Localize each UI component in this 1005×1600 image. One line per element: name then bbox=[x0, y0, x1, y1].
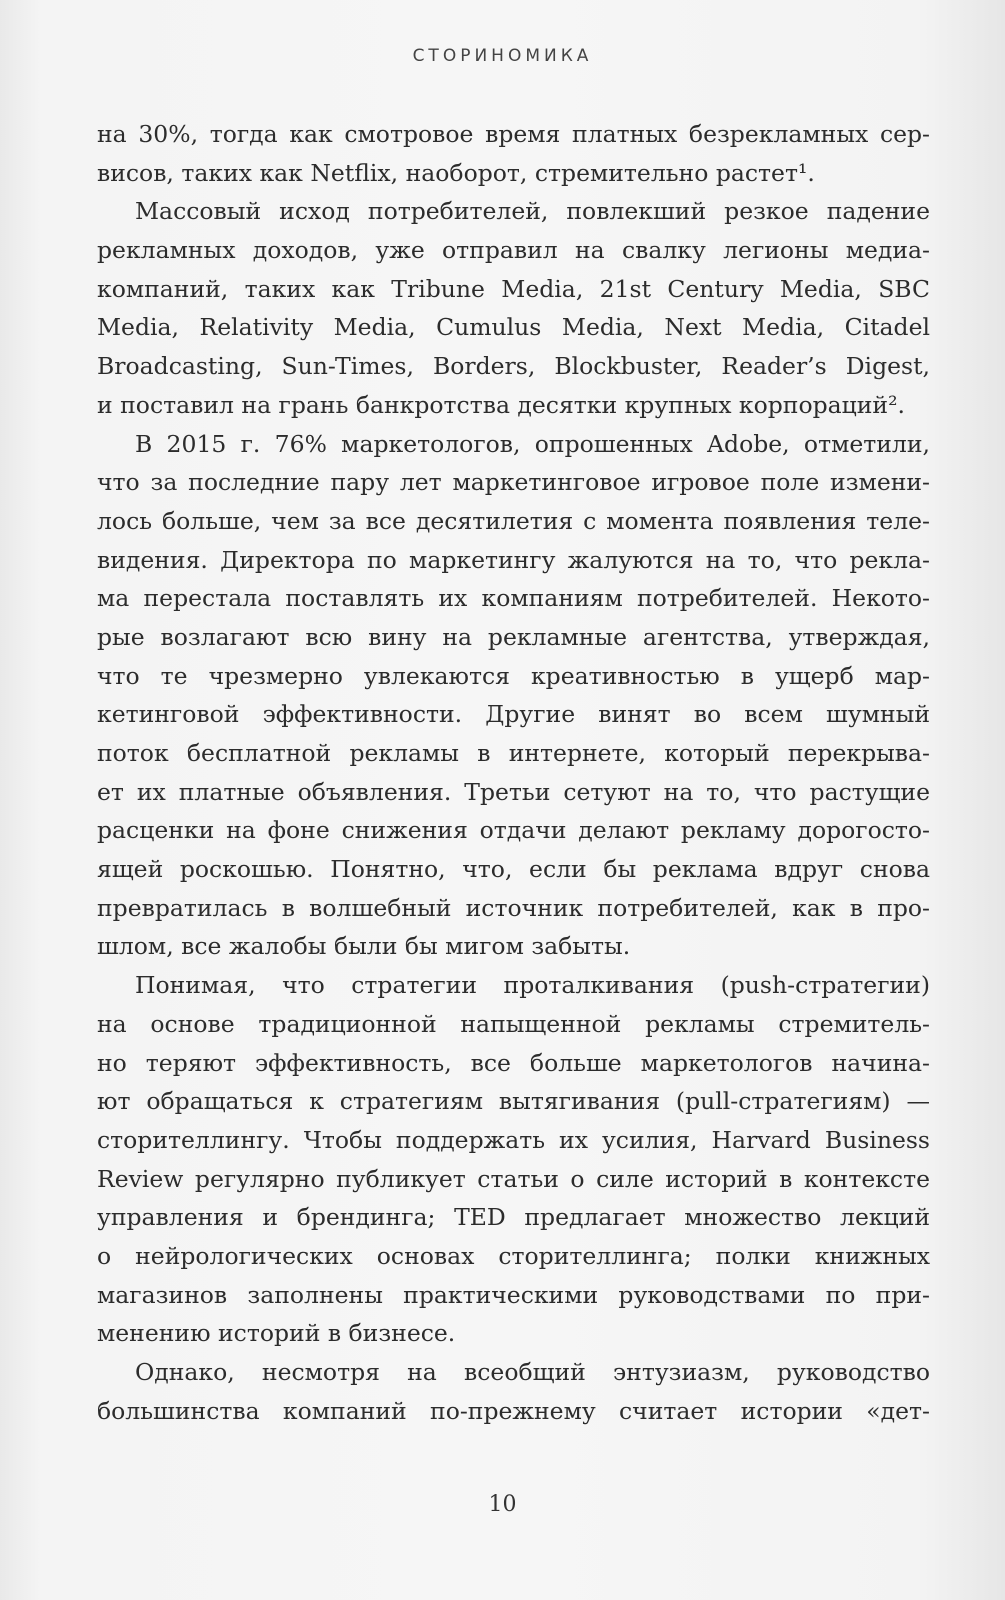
text-line: рекламных доходов, уже отправил на свалку легионы медиа- bbox=[97, 236, 930, 265]
text-line: что те чрезмерно увлекаются креативностью в ущерб мар- bbox=[97, 661, 930, 690]
body-text bbox=[97, 115, 930, 1430]
text-line: висов, таких как Netflix, наоборот, стремительно растет¹. bbox=[97, 158, 815, 187]
text-line: на 30%, тогда как смотровое время платных безрекламных сер- bbox=[97, 120, 930, 148]
text-line: ящей роскошью. Понятно, что, если бы реклама вдруг снова bbox=[97, 855, 930, 884]
text-line: Broadcasting, Sun-Times, Borders, Blockbuster, Reader’s Digest, bbox=[97, 352, 930, 381]
page-number: 10 bbox=[488, 1492, 517, 1517]
text-line: лось больше, чем за все десятилетия с момента появления теле- bbox=[97, 506, 930, 535]
text-line: кетинговой эффективности. Другие винят во всем шумный bbox=[97, 700, 930, 729]
text-line: превратилась в волшебный источник потребителей, как в про- bbox=[97, 893, 930, 922]
text-line: что за последние пару лет маркетинговое игровое поле измени- bbox=[97, 468, 930, 497]
text-line: управления и брендинга; TED предлагает множество лекций bbox=[97, 1203, 930, 1232]
text-line: Media, Relativity Media, Cumulus Media, Next Media, Citadel bbox=[97, 313, 930, 342]
running-header: СТОРИНОМИКА bbox=[412, 46, 593, 66]
text-line: ет их платные объявления. Третьи сетуют на то, что растущие bbox=[97, 777, 930, 806]
text-line: но теряют эффективность, все больше маркетологов начина- bbox=[97, 1048, 930, 1077]
text-line: Review регулярно публикует статьи о силе историй в контексте bbox=[97, 1164, 930, 1193]
text-line: и поставил на грань банкротства десятки крупных корпораций². bbox=[97, 390, 905, 419]
text-line: магазинов заполнены практическими руководствами по при- bbox=[97, 1280, 930, 1309]
text-line: расценки на фоне снижения отдачи делают рекламу дорогосто- bbox=[97, 816, 930, 845]
text-line: менению историй в бизнесе. bbox=[97, 1319, 456, 1348]
text-line: на основе традиционной напыщенной рекламы стремитель- bbox=[97, 1009, 930, 1038]
text-line: видения. Директора по маркетингу жалуются на то, что рекла- bbox=[97, 545, 930, 574]
text-line: ма перестала поставлять их компаниям потребителей. Некото- bbox=[97, 584, 930, 613]
text-line: сторителлингу. Чтобы поддержать их усилия, Harvard Business bbox=[97, 1125, 930, 1154]
text-line: компаний, таких как Tribune Media, 21st Century Media, SBC bbox=[97, 274, 930, 303]
text-line: рые возлагают всю вину на рекламные агентства, утверждая, bbox=[97, 622, 930, 651]
text-line: ют обращаться к стратегиям вытягивания (pull-стратегиям) — bbox=[97, 1087, 930, 1116]
text-line: В 2015 г. 76% маркетологов, опрошенных Adobe, отметили, bbox=[135, 429, 930, 458]
text-line: Массовый исход потребителей, повлекший резкое падение bbox=[135, 197, 930, 226]
text-line: большинства компаний по-прежнему считает истории «дет- bbox=[97, 1396, 930, 1425]
text-line: шлом, все жалобы были бы мигом забыты. bbox=[97, 932, 631, 961]
text-line: Однако, несмотря на всеобщий энтузиазм, руководство bbox=[135, 1358, 930, 1386]
text-line: о нейрологических основах сторителлинга; полки книжных bbox=[97, 1241, 930, 1270]
text-line: поток бесплатной рекламы в интернете, который перекрыва- bbox=[97, 739, 930, 767]
text-line: Понимая, что стратегии проталкивания (push-стратегии) bbox=[135, 971, 930, 1000]
